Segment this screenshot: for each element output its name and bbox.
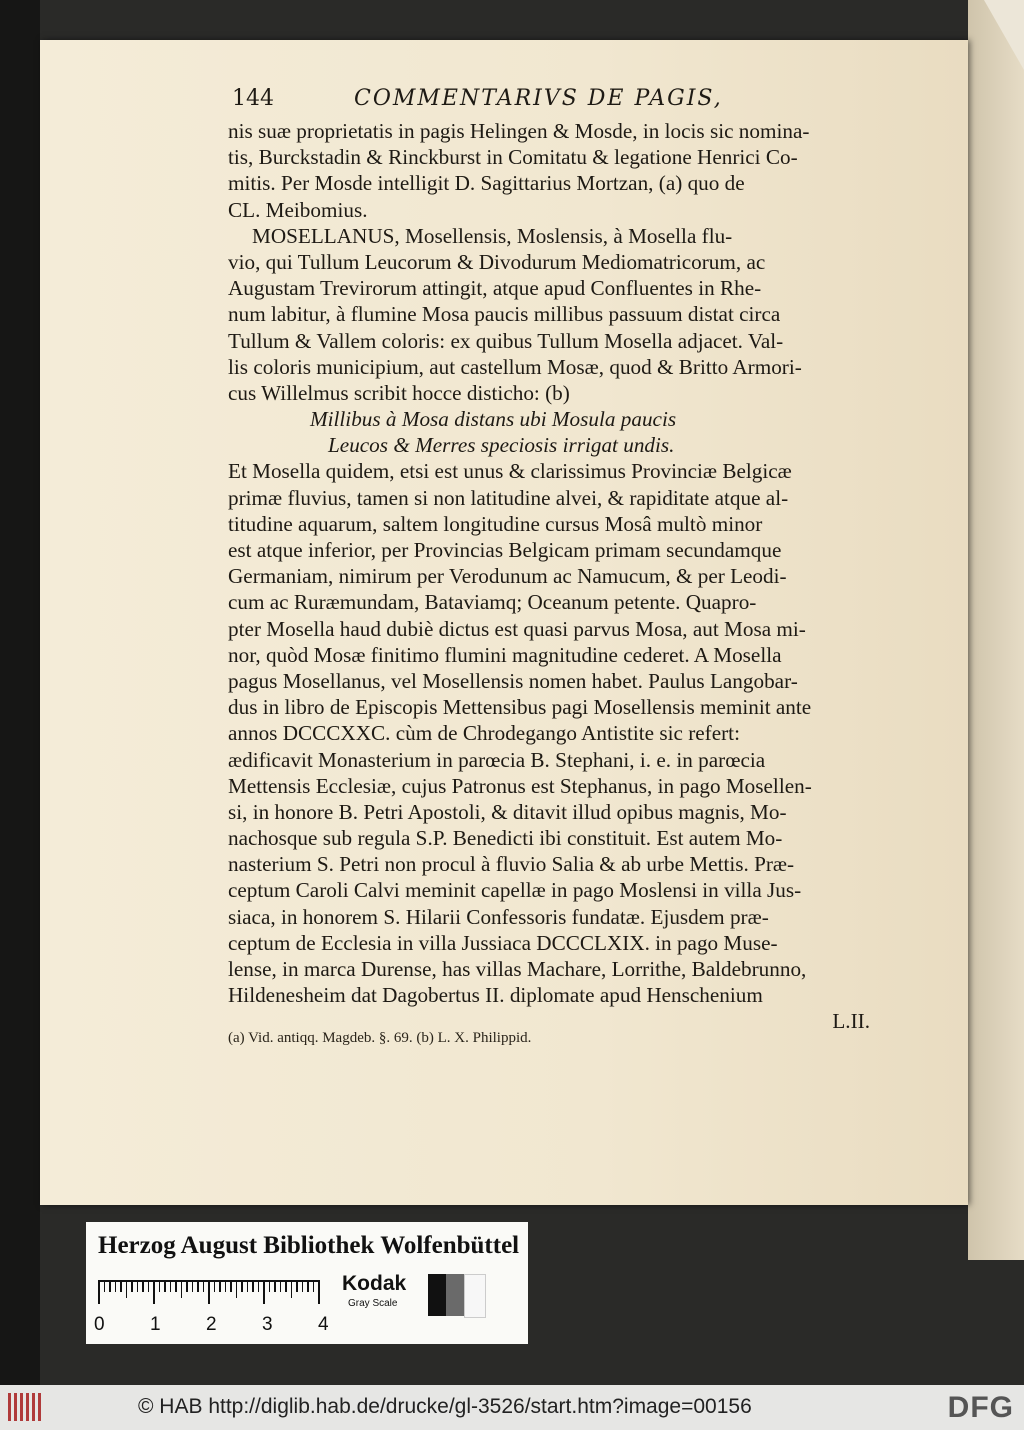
text-line: Millibus à Mosa distans ubi Mosula paucis — [310, 407, 677, 432]
ruler-tick — [307, 1282, 309, 1292]
ruler-tick — [197, 1282, 199, 1292]
ruler-tick — [159, 1282, 161, 1292]
ruler-number: 2 — [206, 1314, 217, 1335]
ruler-tick — [263, 1282, 265, 1304]
gray-scale-label: Gray Scale — [348, 1298, 398, 1309]
ruler-tick — [148, 1282, 150, 1292]
text-line: nachosque sub regula S.P. Benedicti ibi constituit. Est autem Mo- — [228, 826, 783, 851]
ruler-tick — [247, 1282, 249, 1292]
hab-logo-icon — [6, 1393, 42, 1421]
text-line: pagus Mosellanus, vel Mosellensis nomen habet. Paulus Langobar- — [228, 668, 798, 693]
ruler-tick — [214, 1282, 216, 1292]
ruler-tick — [313, 1282, 315, 1292]
text-line: titudine aquarum, saltem longitudine cursus Mosâ multò minor — [228, 511, 763, 536]
page-body-text — [228, 118, 878, 1035]
ruler-tick — [104, 1282, 106, 1292]
copyright-url[interactable]: © HAB http://diglib.hab.de/drucke/gl-3526/start.htm?image=00156 — [138, 1395, 752, 1418]
text-line: lense, in marca Durense, has villas Machare, Lorrithe, Baldebrunno, — [228, 957, 807, 981]
book-board-left — [0, 0, 40, 1385]
ruler-tick — [208, 1282, 210, 1304]
page-number: 144 — [232, 86, 274, 111]
text-line: Germaniam, nimirum per Verodunum ac Namucum, & per Leodi- — [228, 564, 787, 589]
ruler-tick — [115, 1282, 117, 1292]
ruler-tick — [175, 1282, 177, 1292]
ruler-tick — [230, 1282, 232, 1292]
ruler-tick — [296, 1282, 298, 1292]
text-line: ædificavit Monasterium in parœcia B. Stephani, i. e. in parœcia — [228, 747, 766, 772]
text-line: Leucos & Merres speciosis irrigat undis. — [328, 433, 675, 458]
library-name: Herzog August Bibliothek Wolfenbüttel — [98, 1232, 520, 1259]
ruler-tick — [291, 1282, 293, 1298]
ruler-tick — [258, 1282, 260, 1292]
text-line: nis suæ proprietatis in pagis Helingen & Mosde, in locis sic nomina- — [228, 119, 810, 143]
text-line: mitis. Per Mosde intelligit D. Sagittarius Mortzan, (a) quo de — [228, 171, 745, 196]
ruler-number: 4 — [318, 1314, 329, 1335]
text-line: vio, qui Tullum Leucorum & Divodurum Mediomatricorum, ac — [228, 249, 766, 274]
viewer-footer — [0, 1385, 1024, 1430]
text-line: MOSELLANUS, Mosellensis, Moslensis, à Mosella flu- — [252, 223, 733, 248]
text-line: CL. Meibomius. — [228, 197, 368, 222]
ruler-tick — [126, 1282, 128, 1298]
ruler-tick — [98, 1282, 100, 1304]
text-line: primæ fluvius, tamen si non latitudine alvei, & rapiditate atque al- — [228, 485, 789, 510]
ruler-tick — [164, 1282, 166, 1292]
running-title: COMMENTARIVS DE PAGIS, — [354, 86, 723, 111]
text-line: dus in libro de Episcopis Mettensibus pagi Mosellensis meminit ante — [228, 695, 812, 720]
catchword: L.II. — [832, 1009, 870, 1034]
kodak-logo-text: Kodak — [342, 1272, 407, 1295]
ruler-tick — [241, 1282, 243, 1292]
ruler-tick — [192, 1282, 194, 1292]
text-line: num labitur, à flumine Mosa paucis millibus passuum distat circa — [228, 302, 781, 327]
ruler-number: 3 — [262, 1314, 273, 1335]
ruler-tick — [109, 1282, 111, 1292]
text-line: ceptum de Ecclesia in villa Jussiaca DCCCLXIX. in pago Muse- — [228, 930, 778, 955]
text-line: annos DCCCXXC. cùm de Chrodegango Antistite sic refert: — [228, 721, 740, 746]
text-line: tis, Burckstadin & Rinckburst in Comitatu & legatione Henrici Co- — [228, 145, 798, 170]
text-line: est atque inferior, per Provincias Belgicam primam secundamque — [228, 538, 782, 562]
text-line: Tullum & Vallem coloris: ex quibus Tullum Mosella adjacet. Val- — [228, 328, 784, 353]
text-line: Hildenesheim dat Dagobertus II. diplomate apud Henschenium — [228, 983, 763, 1008]
ruler-tick — [142, 1282, 144, 1292]
text-line: cus Willelmus scribit hocce disticho: (b) — [228, 380, 570, 405]
gray-swatch-white — [464, 1274, 486, 1318]
measurement-ruler — [98, 1266, 320, 1306]
page-corner — [984, 0, 1024, 70]
ruler-tick — [280, 1282, 282, 1292]
text-line: Et Mosella quidem, etsi est unus & clarissimus Provinciæ Belgicæ — [228, 459, 792, 484]
page-header — [232, 86, 872, 116]
ruler-tick — [274, 1282, 276, 1292]
ruler-tick — [203, 1282, 205, 1292]
text-line: si, in honore B. Petri Apostoli, & ditavit illud opibus magnis, Mo- — [228, 799, 787, 824]
color-target-card — [86, 1222, 528, 1344]
text-line: ceptum Caroli Calvi meminit capellæ in pago Moslensi in villa Jus- — [228, 878, 802, 903]
ruler-tick — [181, 1282, 183, 1298]
text-line: lis coloris municipium, aut castellum Mosæ, quod & Britto Armori- — [228, 354, 802, 379]
ruler-tick — [153, 1282, 155, 1304]
ruler-tick — [302, 1282, 304, 1292]
ruler-tick — [236, 1282, 238, 1298]
ruler-tick — [186, 1282, 188, 1292]
ruler-tick — [170, 1282, 172, 1292]
ruler-tick — [219, 1282, 221, 1292]
ruler-tick — [318, 1282, 320, 1304]
ruler-tick — [120, 1282, 122, 1292]
ruler-tick — [225, 1282, 227, 1292]
text-line: nor, quòd Mosæ finitimo flumini magnitudine cederet. A Mosella — [228, 642, 782, 667]
dfg-logo: DFG — [947, 1391, 1014, 1424]
text-line: cum ac Ruræmundam, Bataviamq; Oceanum petente. Quapro- — [228, 590, 757, 615]
text-line: pter Mosella haud dubiè dictus est quasi parvus Mosa, aut Mosa mi- — [228, 616, 806, 641]
gray-swatch-black — [428, 1274, 446, 1316]
ruler-number: 1 — [150, 1314, 161, 1335]
ruler-tick — [131, 1282, 133, 1292]
ruler-number: 0 — [94, 1314, 105, 1335]
footnotes: (a) Vid. antiqq. Magdeb. §. 69. (b) L. X. Philippid. — [228, 1030, 532, 1046]
gray-swatch-mid — [446, 1274, 464, 1316]
text-line: Mettensis Ecclesiæ, cujus Patronus est Stephanus, in pago Mosellen- — [228, 773, 812, 798]
ruler-tick — [269, 1282, 271, 1292]
facing-page-edge — [968, 0, 1024, 1260]
text-line: siaca, in honorem S. Hilarii Confessoris fundatæ. Ejusdem præ- — [228, 904, 769, 929]
text-line: nasterium S. Petri non procul à fluvio Salia & ab urbe Mettis. Præ- — [228, 852, 795, 877]
text-line: Augustam Trevirorum attingit, atque apud Confluentes in Rhe- — [228, 276, 762, 301]
ruler-tick — [252, 1282, 254, 1292]
ruler-tick — [285, 1282, 287, 1292]
ruler-tick — [137, 1282, 139, 1292]
